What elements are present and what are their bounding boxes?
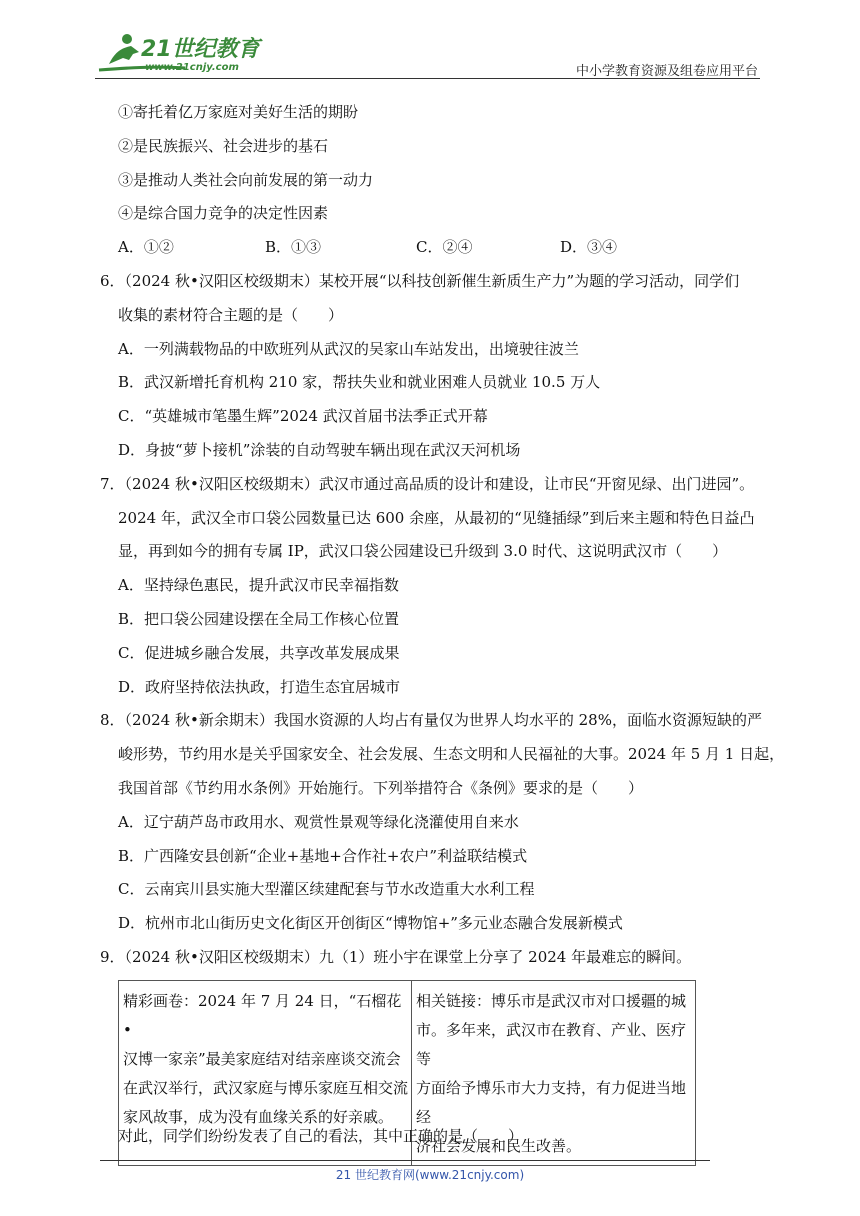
q6-option-b[interactable]: B．武汉新增托育机构 210 家，帮扶失业和就业困难人员就业 10.5 万人 [118, 373, 601, 392]
q8-stem-line-2: 峻形势，节约用水是关乎国家安全、社会发展、生态文明和人民福祉的大事。2024 年 5 月 1 日起， [118, 745, 785, 764]
question-content [100, 100, 785, 979]
q7-stem-line-3: 显，再到如今的拥有专属 IP，武汉口袋公园建设已升级到 3.0 时代、这说明武汉市（ ） [118, 542, 728, 561]
q7-option-b[interactable]: B．把口袋公园建设摆在全局工作核心位置 [118, 609, 400, 628]
q6-option-a[interactable]: A．一列满载物品的中欧班列从武汉的吴家山车站发出，出境驶往波兰 [118, 339, 579, 358]
q5-choice-d[interactable]: D．③④ [560, 238, 618, 257]
platform-name: 中小学教育资源及组卷应用平台 [575, 64, 758, 79]
q8-option-d[interactable]: D．杭州市北山街历史文化街区开创街区“博物馆+”多元业态融合发展新模式 [118, 914, 623, 933]
logo-url-text: www.21cnjy.com [145, 62, 239, 73]
q9-right-line-4: 济社会发展和民生改善。 [416, 1137, 582, 1155]
q9-left-line-3: 在武汉举行，武汉家庭与博乐家庭互相交流 [123, 1079, 409, 1097]
footer-divider [100, 1160, 710, 1161]
q6-stem-line-1: 6．（2024 秋•汉阳区校级期末）某校开展“以科技创新催生新质生产力”为题的学习活动，同学们 [100, 271, 740, 290]
q8-option-b[interactable]: B．广西隆安县创新“企业+基地+合作社+农户”利益联结模式 [118, 846, 528, 865]
q8-option-a[interactable]: A．辽宁葫芦岛市政用水、观赏性景观等绿化浇灌使用自来水 [118, 812, 519, 831]
q9-left-line-2: 汉博一家亲”最美家庭结对结亲座谈交流会 [123, 1050, 401, 1068]
q9-right-line-3: 方面给予博乐市大力支持，有力促进当地经 [416, 1079, 687, 1126]
q6-stem-line-2: 收集的素材符合主题的是（ ） [118, 305, 344, 324]
logo-21cnjy [95, 30, 265, 76]
footer-text[interactable]: 21 世纪教育网(www.21cnjy.com) [335, 1168, 525, 1182]
q8-stem-line-3: 我国首部《节约用水条例》开始施行。下列举措符合《条例》要求的是（ ） [118, 778, 644, 797]
logo-text: 21世纪教育 [141, 37, 260, 62]
q5-choice-c[interactable]: C．②④ [416, 238, 473, 257]
q5-item-3: ③是推动人类社会向前发展的第一动力 [118, 170, 374, 189]
q5-item-4: ④是综合国力竞争的决定性因素 [118, 204, 329, 223]
q7-stem-line-2: 2024 年，武汉全市口袋公园数量已达 600 余座，从最初的“见缝插绿”到后来主题和特色日益凸 [118, 508, 755, 527]
q7-option-d[interactable]: D．政府坚持依法执政，打造生态宜居城市 [118, 677, 401, 696]
q9-stem-line: 9．（2024 秋•汉阳区校级期末）九（1）班小宇在课堂上分享了 2024 年最难忘的瞬间。 [100, 947, 692, 966]
q9-left-line-4: 家风故事，成为没有血缘关系的好亲戚。 [123, 1108, 394, 1126]
q9-left-line-1: 精彩画卷：2024 年 7 月 24 日，“石榴花• [123, 992, 402, 1039]
q5-item-2: ②是民族振兴、社会进步的基石 [118, 136, 329, 155]
q5-choice-a[interactable]: A．①② [118, 238, 174, 257]
q9-right-line-1: 相关链接：博乐市是武汉市对口援疆的城 [416, 992, 687, 1010]
q6-option-c[interactable]: C．“英雄城市笔墨生辉”2024 武汉首届书法季正式开幕 [118, 407, 488, 426]
q7-option-c[interactable]: C．促进城乡融合发展，共享改革发展成果 [118, 643, 400, 662]
q9-right-line-2: 市。多年来，武汉市在教育、产业、医疗等 [416, 1021, 687, 1068]
q6-option-d[interactable]: D．身披“萝卜接机”涂装的自动驾驶车辆出现在武汉天河机场 [118, 440, 521, 459]
q5-choice-b[interactable]: B．①③ [265, 238, 322, 257]
q8-option-c[interactable]: C．云南宾川县实施大型灌区续建配套与节水改造重大水利工程 [118, 880, 535, 899]
page-header [95, 30, 760, 79]
q8-stem-line-1: 8．（2024 秋•新余期末）我国水资源的人均占有量仅为世界人均水平的 28%，面临水资源短缺的严 [100, 711, 762, 730]
q7-stem-line-1: 7．（2024 秋•汉阳区校级期末）武汉市通过高品质的设计和建设，让市民“开窗见绿、出门进园”。 [100, 474, 755, 493]
q9-after-text: 对此，同学们纷纷发表了自己的看法，其中正确的是（ ） [118, 1127, 524, 1145]
q7-option-a[interactable]: A．坚持绿色惠民，提升武汉市民幸福指数 [118, 576, 399, 595]
q5-item-1: ①寄托着亿万家庭对美好生活的期盼 [118, 103, 359, 121]
